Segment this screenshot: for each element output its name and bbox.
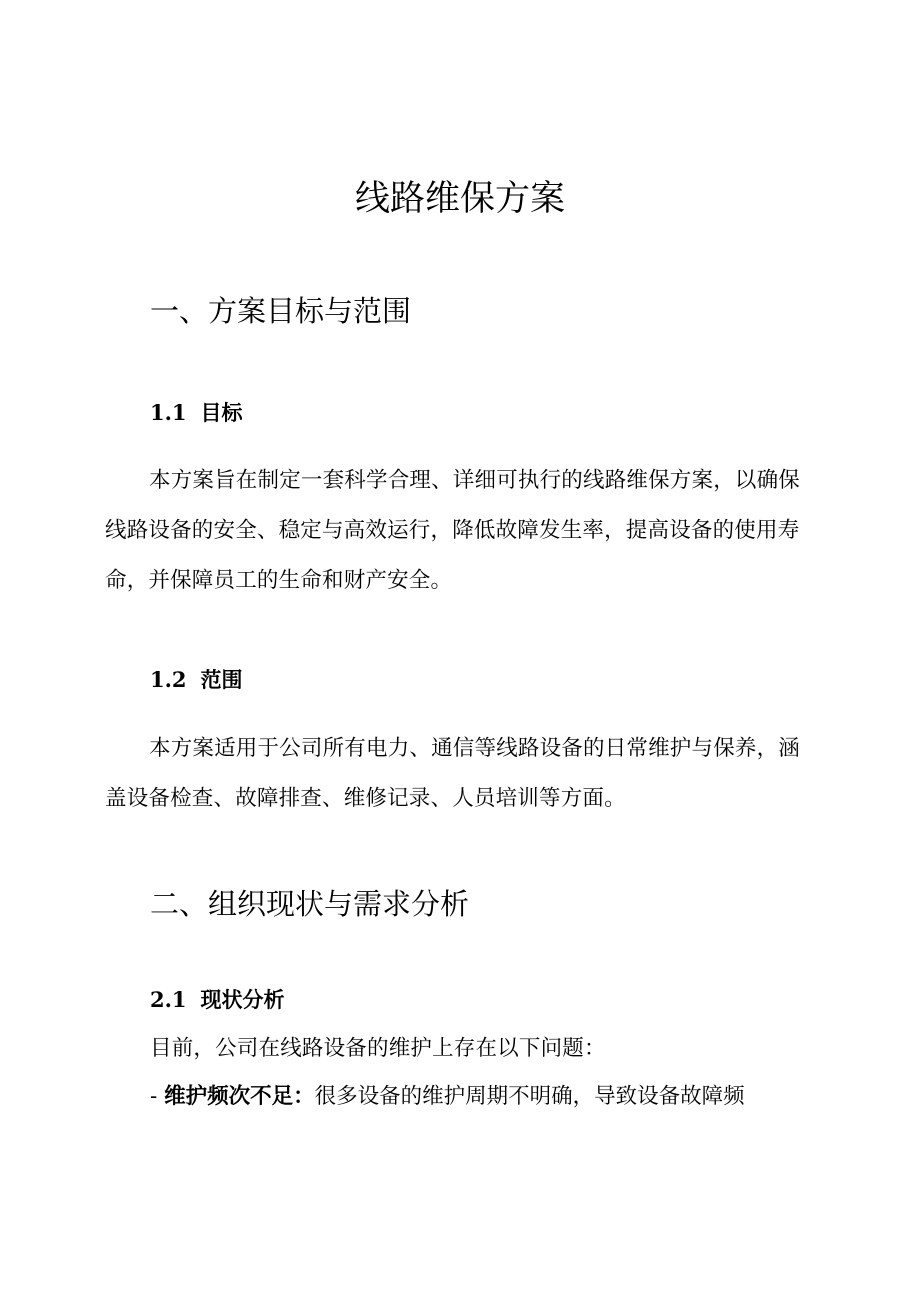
subsection-number: 1.2 [150, 667, 187, 692]
subsection-title: 范围 [200, 667, 243, 692]
section-heading: 二、组织现状与需求分析 [150, 887, 470, 921]
section-heading: 一、方案目标与范围 [150, 294, 412, 328]
bullet-text: 很多设备的维护周期不明确，导致设备故障频 [314, 1084, 745, 1109]
subsection-heading [150, 665, 243, 695]
subsection-title: 目标 [200, 400, 243, 425]
paragraph: 本方案适用于公司所有电力、通信等线路设备的日常维护与保养，涵盖设备检查、故障排查、维修记录、人员培训等方面。 [105, 736, 801, 811]
list-item [150, 1072, 810, 1122]
bullet-marker: - [150, 1084, 158, 1109]
subsection-heading [150, 398, 243, 428]
paragraph: 本方案旨在制定一套科学合理、详细可执行的线路维保方案，以确保线路设备的安全、稳定与高效运行，降低故障发生率，提高设备的使用寿命，并保障员工的生命和财产安全。 [105, 468, 801, 593]
paragraph: 目前，公司在线路设备的维护上存在以下问题： [150, 1036, 606, 1061]
subsection-title: 现状分析 [200, 987, 285, 1012]
subsection-number: 2.1 [150, 987, 187, 1012]
bullet-lead: 维护频次不足： [164, 1084, 315, 1109]
subsection-number: 1.1 [150, 400, 187, 425]
document-title: 线路维保方案 [354, 179, 565, 219]
subsection-heading [150, 985, 285, 1015]
